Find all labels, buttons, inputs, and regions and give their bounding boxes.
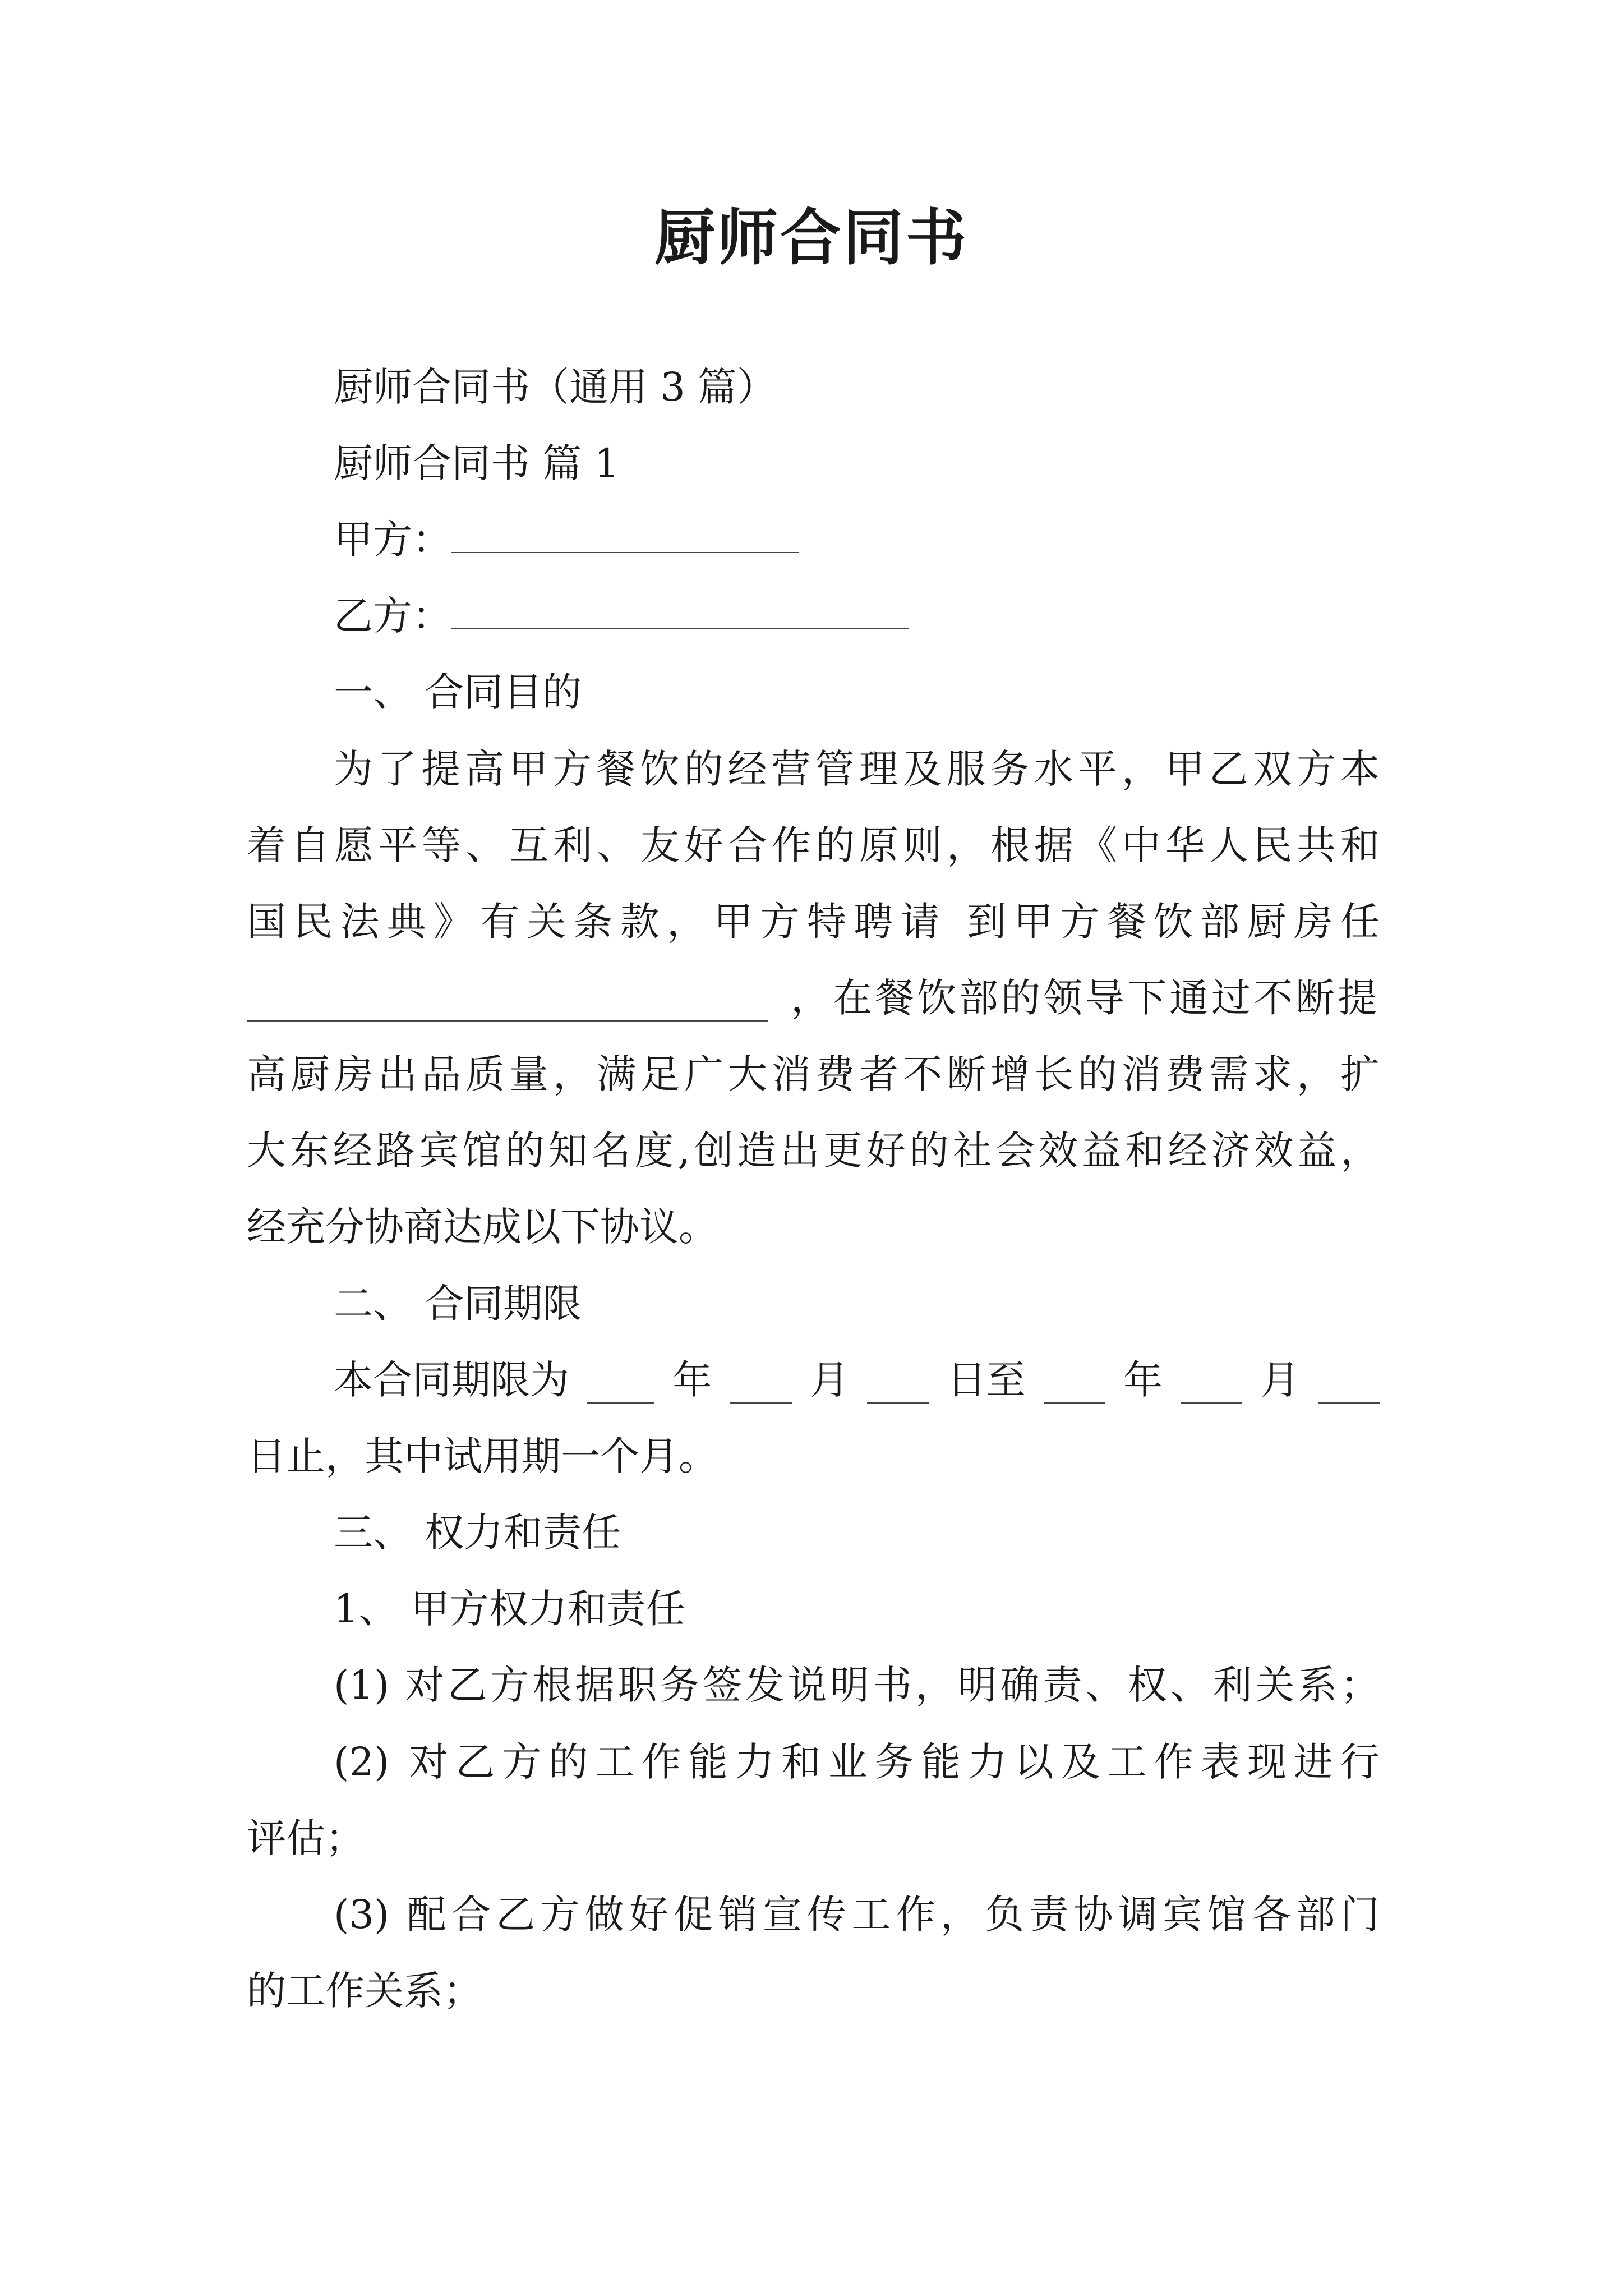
- list-item-continuation: 评估；: [247, 1815, 365, 1861]
- term-line: [334, 1356, 1380, 1404]
- party-a-line: [334, 516, 1380, 563]
- term-end-line: 日止，其中试用期一个月。: [247, 1433, 718, 1479]
- start-day-blank: [867, 1369, 929, 1404]
- party-a-label: 甲方：: [334, 517, 451, 563]
- term-year2: 年: [1123, 1357, 1163, 1403]
- party-b-line: [334, 592, 1380, 639]
- start-year-blank: [587, 1369, 654, 1404]
- list-item-continuation: 的工作关系；: [247, 1968, 482, 2014]
- end-year-blank: [1044, 1369, 1105, 1404]
- paragraph-line: 着自愿平等、互利、友好合作的原则，根据《中华人民共和: [247, 822, 1380, 868]
- paragraph-line: 大东经路宾馆的知名度,创造出更好的社会效益和经济效益，: [247, 1128, 1380, 1174]
- party-a-blank: [451, 518, 799, 553]
- paragraph-line: 国民法典》有关条款，甲方特聘请 到甲方餐饮部厨房任: [247, 899, 1380, 945]
- document-title: 厨师合同书: [654, 203, 969, 273]
- term-day-to: 日至: [947, 1357, 1026, 1403]
- heading-party-a-rights: 1、 甲方权力和责任: [334, 1586, 685, 1632]
- party-b-label: 乙方：: [334, 593, 451, 639]
- paragraph-line-with-blank: [247, 974, 1380, 1022]
- term-year1: 年: [672, 1357, 712, 1403]
- paragraph-line-text: ，在餐饮部的领导下通过不断提: [791, 975, 1380, 1021]
- paragraph-line: 经充分协商达成以下协议。: [247, 1204, 718, 1250]
- list-item: (3) 配合乙方做好促销宣传工作，负责协调宾馆各部门: [334, 1892, 1380, 1938]
- paragraph-line: 高厨房出品质量，满足广大消费者不断增长的消费需求，扩: [247, 1051, 1380, 1097]
- end-month-blank: [1181, 1369, 1242, 1404]
- term-month2: 月: [1260, 1357, 1300, 1403]
- heading-rights-duties: 三、 权力和责任: [334, 1510, 621, 1556]
- start-month-blank: [730, 1369, 792, 1404]
- heading-contract-term: 二、 合同期限: [334, 1281, 582, 1327]
- end-day-blank: [1318, 1369, 1380, 1404]
- list-item: (2) 对乙方的工作能力和业务能力以及工作表现进行: [334, 1739, 1380, 1785]
- term-month1: 月: [810, 1357, 850, 1403]
- heading-contract-purpose: 一、 合同目的: [334, 669, 582, 715]
- position-blank: [247, 987, 768, 1022]
- document-subtitle: 厨师合同书（通用 3 篇）: [334, 364, 777, 410]
- party-b-blank: [451, 595, 909, 629]
- paragraph-line: 为了提高甲方餐饮的经营管理及服务水平，甲乙双方本: [334, 746, 1380, 792]
- list-item: (1) 对乙方根据职务签发说明书，明确责、权、利关系；: [334, 1662, 1380, 1708]
- section-title: 厨师合同书 篇 1: [334, 440, 620, 486]
- term-prefix: 本合同期限为: [334, 1357, 569, 1403]
